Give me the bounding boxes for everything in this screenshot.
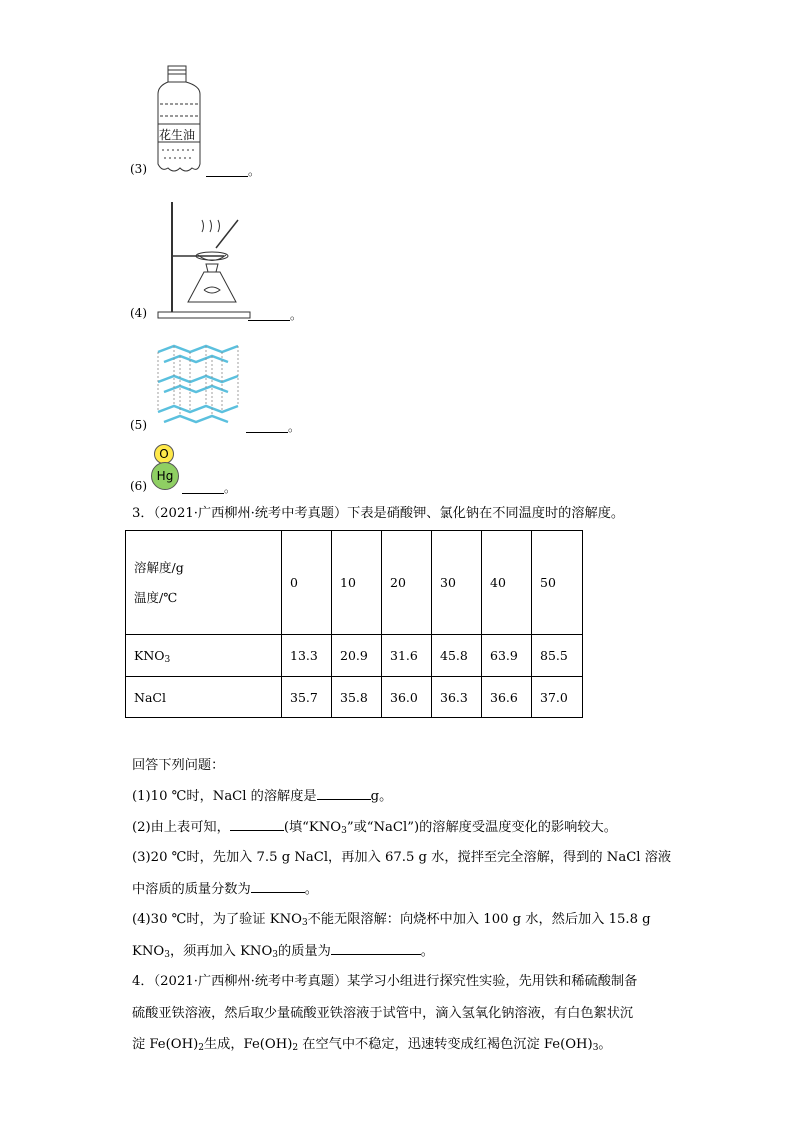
bottle-label: 花生油: [159, 128, 196, 142]
temp-cell: 30: [432, 531, 482, 635]
question-3-part-3-line-1: (3)20 ℃时，先加入 7.5 g NaCl，再加入 67.5 g 水，搅拌至完全溶解，得到的 NaCl 溶液: [132, 850, 672, 865]
header-solubility-label: 溶解度/g: [134, 559, 184, 575]
evaporation-apparatus-image: [154, 198, 254, 320]
question-3-part-1: (1)10 ℃时，NaCl 的溶解度是 g。: [132, 789, 393, 804]
item-3-period: 。: [248, 164, 261, 178]
temp-cell: 20: [382, 531, 432, 635]
peanut-oil-bottle-image: [154, 64, 204, 176]
table-header-cell: [126, 531, 282, 635]
item-5-period: 。: [288, 420, 301, 434]
table-cell: 20.9: [332, 635, 382, 677]
row-name-nacl: NaCl: [126, 677, 282, 718]
table-cell: 45.8: [432, 635, 482, 677]
part-4-answer-blank[interactable]: [331, 942, 421, 955]
table-cell: 36.3: [432, 677, 482, 718]
item-5: [130, 340, 430, 440]
table-row: [126, 635, 583, 677]
part-1-answer-blank[interactable]: [317, 787, 371, 800]
item-3-answer-blank[interactable]: [206, 164, 248, 177]
temp-cell: 40: [482, 531, 532, 635]
item-6-period: 。: [224, 481, 237, 495]
item-6-label: (6): [130, 479, 147, 493]
table-cell: 35.8: [332, 677, 382, 718]
row-name-kno3: $KNO_3$: [126, 635, 282, 677]
item-4-period: 。: [290, 308, 303, 322]
temp-cell: 10: [332, 531, 382, 635]
table-cell: 36.0: [382, 677, 432, 718]
table-cell: 31.6: [382, 635, 432, 677]
item-6: [130, 442, 430, 498]
item-5-answer-blank[interactable]: [246, 420, 288, 433]
table-row: [126, 677, 583, 718]
question-3-intro: 回答下列问题：: [132, 758, 225, 773]
item-3: [130, 62, 430, 182]
item-6-answer-blank[interactable]: [182, 481, 224, 494]
question-3-part-4-line-2: $KNO_3$，须再加入 $KNO_3$的质量为 。: [132, 944, 434, 960]
diamond-lattice-image: [154, 342, 242, 426]
question-4-line-3: 淀 $Fe(OH)_2$生成，$Fe(OH)_2$ 在空气中不稳定，迅速转变成红褐色沉淀 $Fe(OH)_3$。: [132, 1037, 612, 1053]
temp-cell: 50: [532, 531, 583, 635]
oxygen-atom: O: [154, 444, 174, 464]
table-cell: 36.6: [482, 677, 532, 718]
header-temperature-label: 温度/℃: [134, 589, 178, 605]
part-3-answer-blank[interactable]: [251, 880, 305, 893]
mercury-atom: Hg: [151, 462, 179, 490]
table-cell: 13.3: [282, 635, 332, 677]
question-4-line-2: 硫酸亚铁溶液，然后取少量硫酸亚铁溶液于试管中，滴入氢氧化钠溶液，有白色絮状沉: [132, 1006, 634, 1021]
table-cell: 37.0: [532, 677, 583, 718]
item-5-label: (5): [130, 418, 147, 432]
item-4-label: (4): [130, 306, 147, 320]
table-cell: 85.5: [532, 635, 583, 677]
question-4-line-1: 4．（2021·广西柳州·统考中考真题）某学习小组进行探究性实验，先用铁和稀硫酸制备: [132, 974, 638, 989]
question-3-part-2: (2)由上表可知， (填“$KNO_3$”或“NaCl”)的溶解度受温度变化的影响较大。: [132, 820, 617, 836]
part-2-answer-blank[interactable]: [230, 818, 284, 831]
item-4: [130, 196, 430, 326]
temp-cell: 0: [282, 531, 332, 635]
item-4-answer-blank[interactable]: [248, 308, 290, 321]
item-3-label: (3): [130, 162, 147, 176]
question-3-title: 3．（2021·广西柳州·统考中考真题）下表是硝酸钾、氯化钠在不同温度时的溶解度。: [132, 506, 625, 521]
table-cell: 35.7: [282, 677, 332, 718]
solubility-table: [125, 530, 583, 718]
question-3-part-3-line-2: 中溶质的质量分数为 。: [132, 882, 318, 897]
table-cell: 63.9: [482, 635, 532, 677]
question-3-part-4-line-1: (4)30 ℃时，为了验证 $KNO_3$不能无限溶解：向烧杯中加入 100 g 水，然后加入 15.8 g: [132, 912, 651, 928]
